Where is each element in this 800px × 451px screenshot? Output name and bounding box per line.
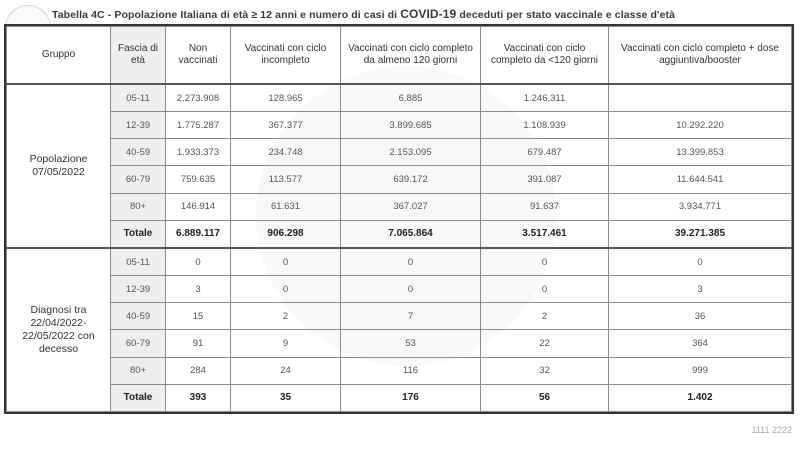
cell-fascia: 60-79 bbox=[111, 330, 166, 357]
table-row bbox=[7, 330, 792, 357]
header-row bbox=[7, 27, 792, 85]
cell-completo-120minus: 1.246.311 bbox=[481, 84, 609, 112]
table-row bbox=[7, 112, 792, 139]
cell-incompleto: 35 bbox=[231, 384, 341, 411]
cell-booster: 11.644.541 bbox=[609, 166, 792, 193]
cell-incompleto: 0 bbox=[231, 248, 341, 276]
cell-booster: 364 bbox=[609, 330, 792, 357]
cell-non-vaccinati: 3 bbox=[166, 276, 231, 303]
footer-text: 1111 2222 bbox=[751, 425, 792, 435]
header-completo-120minus: Vaccinati con ciclo completo da <120 giorni bbox=[481, 27, 609, 85]
cell-non-vaccinati: 2.273.908 bbox=[166, 84, 231, 112]
title-text: Popolazione Italiana di età ≥ 12 anni e numero di casi di bbox=[114, 9, 401, 21]
title-prefix: Tabella 4C - bbox=[52, 9, 115, 21]
cell-incompleto: 113.577 bbox=[231, 166, 341, 193]
total-row bbox=[7, 384, 792, 411]
cell-completo-120plus: 0 bbox=[341, 276, 481, 303]
cell-fascia: 60-79 bbox=[111, 166, 166, 193]
cell-non-vaccinati: 393 bbox=[166, 384, 231, 411]
header-gruppo: Gruppo bbox=[7, 27, 111, 85]
cell-booster bbox=[609, 84, 792, 112]
cell-booster: 3.934.771 bbox=[609, 193, 792, 220]
cell-completo-120plus: 367.027 bbox=[341, 193, 481, 220]
table-row bbox=[7, 276, 792, 303]
cell-booster: 0 bbox=[609, 248, 792, 276]
data-table-container bbox=[4, 24, 794, 414]
group-label-popolazione: Popolazione 07/05/2022 bbox=[7, 84, 111, 248]
table-row bbox=[7, 166, 792, 193]
cell-non-vaccinati: 1.933.373 bbox=[166, 139, 231, 166]
cell-incompleto: 9 bbox=[231, 330, 341, 357]
cell-incompleto: 2 bbox=[231, 303, 341, 330]
cell-completo-120plus: 2.153.095 bbox=[341, 139, 481, 166]
cell-completo-120plus: 116 bbox=[341, 357, 481, 384]
cell-non-vaccinati: 15 bbox=[166, 303, 231, 330]
cell-fascia: 05-11 bbox=[111, 84, 166, 112]
cell-booster: 13.399.853 bbox=[609, 139, 792, 166]
table-row bbox=[7, 139, 792, 166]
total-row bbox=[7, 220, 792, 248]
title-suffix: deceduti per stato vaccinale e classe d'età bbox=[456, 9, 676, 21]
cell-completo-120minus: 56 bbox=[481, 384, 609, 411]
cell-incompleto: 367.377 bbox=[231, 112, 341, 139]
cell-completo-120plus: 7.065.864 bbox=[341, 220, 481, 248]
cell-booster: 3 bbox=[609, 276, 792, 303]
cell-fascia: 12-39 bbox=[111, 276, 166, 303]
cell-incompleto: 128.965 bbox=[231, 84, 341, 112]
cell-completo-120plus: 53 bbox=[341, 330, 481, 357]
cell-fascia: 12-39 bbox=[111, 112, 166, 139]
cell-non-vaccinati: 146.914 bbox=[166, 193, 231, 220]
cell-non-vaccinati: 91 bbox=[166, 330, 231, 357]
cell-booster: 10.292.220 bbox=[609, 112, 792, 139]
header-booster: Vaccinati con ciclo completo + dose aggiuntiva/booster bbox=[609, 27, 792, 85]
cell-completo-120minus: 679.487 bbox=[481, 139, 609, 166]
cell-completo-120minus: 0 bbox=[481, 276, 609, 303]
table-row bbox=[7, 303, 792, 330]
table-row bbox=[7, 357, 792, 384]
cell-completo-120plus: 6.885 bbox=[341, 84, 481, 112]
cell-completo-120plus: 7 bbox=[341, 303, 481, 330]
table-row bbox=[7, 248, 792, 276]
cell-booster: 999 bbox=[609, 357, 792, 384]
cell-non-vaccinati: 6.889.117 bbox=[166, 220, 231, 248]
cell-totale-label: Totale bbox=[111, 384, 166, 411]
cell-completo-120minus: 1.108.939 bbox=[481, 112, 609, 139]
title-highlight: COVID-19 bbox=[400, 7, 457, 21]
header-incompleto: Vaccinati con ciclo incompleto bbox=[231, 27, 341, 85]
cell-totale-label: Totale bbox=[111, 220, 166, 248]
cell-completo-120minus: 2 bbox=[481, 303, 609, 330]
cell-non-vaccinati: 1.775.287 bbox=[166, 112, 231, 139]
cell-fascia: 80+ bbox=[111, 357, 166, 384]
cell-completo-120minus: 391.087 bbox=[481, 166, 609, 193]
cell-booster: 39.271.385 bbox=[609, 220, 792, 248]
cell-completo-120plus: 639.172 bbox=[341, 166, 481, 193]
cell-completo-120plus: 176 bbox=[341, 384, 481, 411]
table-title bbox=[52, 7, 792, 21]
cell-completo-120minus: 22 bbox=[481, 330, 609, 357]
cell-non-vaccinati: 0 bbox=[166, 248, 231, 276]
header-completo-120plus: Vaccinati con ciclo completo da almeno 120 giorni bbox=[341, 27, 481, 85]
cell-incompleto: 61.631 bbox=[231, 193, 341, 220]
table-row bbox=[7, 193, 792, 220]
cell-non-vaccinati: 759.635 bbox=[166, 166, 231, 193]
cell-fascia: 80+ bbox=[111, 193, 166, 220]
cell-fascia: 40-59 bbox=[111, 139, 166, 166]
group-label-decessi: Diagnosi tra 22/04/2022-22/05/2022 con decesso bbox=[7, 248, 111, 412]
cell-completo-120minus: 91.637 bbox=[481, 193, 609, 220]
cell-non-vaccinati: 284 bbox=[166, 357, 231, 384]
cell-incompleto: 0 bbox=[231, 276, 341, 303]
data-table bbox=[6, 26, 792, 412]
cell-incompleto: 234.748 bbox=[231, 139, 341, 166]
cell-completo-120minus: 0 bbox=[481, 248, 609, 276]
cell-completo-120minus: 3.517.461 bbox=[481, 220, 609, 248]
header-non-vaccinati: Non vaccinati bbox=[166, 27, 231, 85]
cell-incompleto: 906.298 bbox=[231, 220, 341, 248]
cell-fascia: 05-11 bbox=[111, 248, 166, 276]
cell-completo-120minus: 32 bbox=[481, 357, 609, 384]
cell-booster: 36 bbox=[609, 303, 792, 330]
cell-booster: 1.402 bbox=[609, 384, 792, 411]
cell-completo-120plus: 3.899.685 bbox=[341, 112, 481, 139]
header-fascia: Fascia di età bbox=[111, 27, 166, 85]
cell-incompleto: 24 bbox=[231, 357, 341, 384]
cell-completo-120plus: 0 bbox=[341, 248, 481, 276]
cell-fascia: 40-59 bbox=[111, 303, 166, 330]
table-row bbox=[7, 84, 792, 112]
